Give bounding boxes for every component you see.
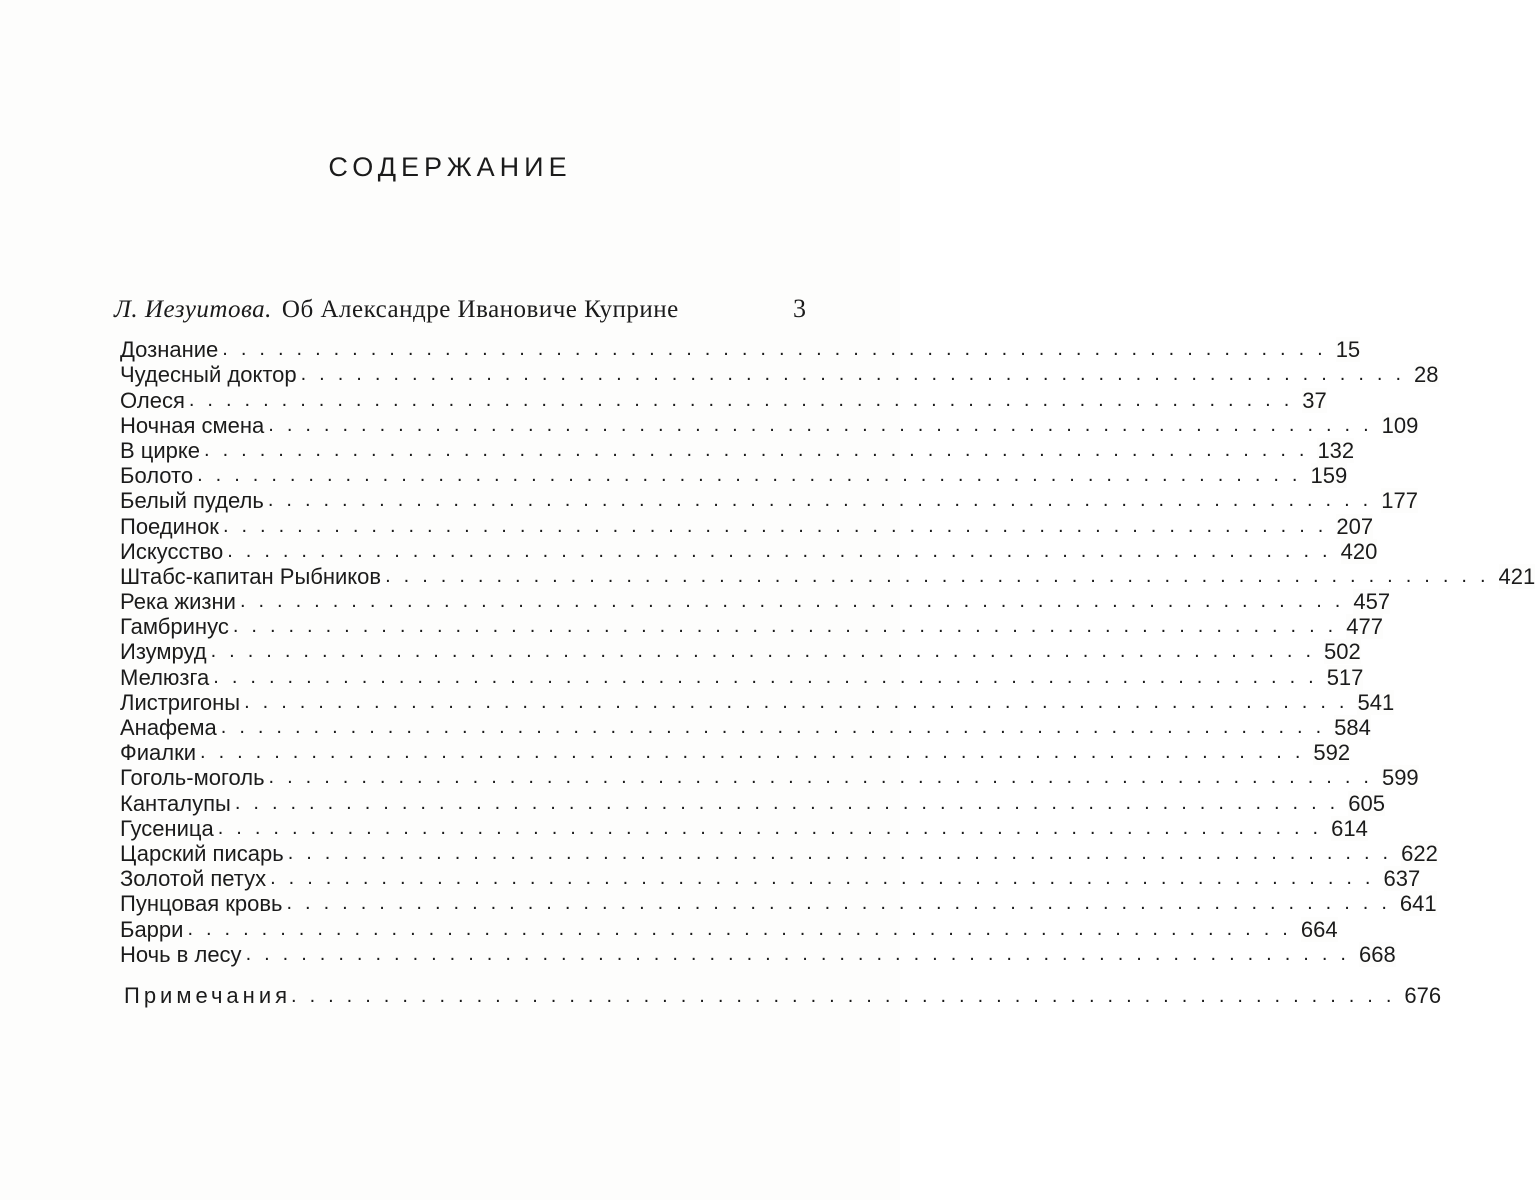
entry-page-number: 28 [1414, 362, 1439, 388]
entry-page-number: 37 [1302, 387, 1327, 413]
contents-entry [120, 563, 1535, 589]
contents-entry [120, 790, 1385, 816]
entry-title: Изумруд [120, 639, 211, 664]
entry-page-number: 584 [1334, 715, 1371, 740]
entry-title: Ночная смена [120, 413, 268, 438]
entry-page-number: 109 [1381, 412, 1419, 438]
contents-entry [120, 437, 1355, 463]
entry-page-number: 15 [1335, 337, 1361, 363]
dot-leader: ............................................................ [217, 816, 1332, 839]
dot-leader: ............................................................ [287, 841, 1402, 864]
entry-page-number: 637 [1383, 866, 1421, 892]
entry-page-number: 502 [1324, 639, 1361, 665]
dot-leader: ............................................................ [222, 514, 1337, 537]
entry-title: Искусство [120, 539, 227, 564]
entry-title: В цирке [120, 438, 204, 463]
contents-entry [120, 866, 1421, 892]
entry-title: Белый пудель [120, 488, 268, 513]
entry-title: Анафема [120, 715, 221, 740]
contents-entry [120, 614, 1383, 640]
dot-leader: ............................................................ [245, 942, 1359, 965]
contents-entry [120, 488, 1418, 514]
intro-page-number: 3 [793, 294, 806, 323]
entry-title: Гусеница [120, 816, 218, 841]
contents-entry [120, 765, 1419, 791]
entry-title: Золотой петух [120, 866, 270, 891]
entry-title: Ночь в лесу [120, 942, 246, 967]
entry-page-number: 622 [1401, 840, 1438, 866]
contents-entry [120, 664, 1364, 690]
entry-page-number: 207 [1336, 513, 1374, 539]
entry-page-number: 159 [1310, 463, 1348, 489]
contents-entry [120, 412, 1419, 438]
entry-title: Поединок [120, 514, 223, 539]
dot-leader: ............................................................ [268, 766, 1382, 789]
intro-work-title: Об Александре Ивановиче Куприне [281, 296, 679, 323]
dot-leader: ............................................................ [232, 615, 1347, 638]
dot-leader: ............................................................ [270, 867, 1384, 890]
page-title: СОДЕРЖАНИЕ [328, 152, 572, 182]
dot-leader: ............................................................ [204, 438, 1318, 461]
entry-page-number: 592 [1313, 740, 1351, 766]
dot-leader: ............................................................ [197, 464, 1311, 487]
contents-entry [120, 589, 1391, 615]
dot-leader: ............................................................ [300, 363, 1415, 386]
entry-page-number: 599 [1381, 765, 1419, 791]
entry-title: Олеся [120, 388, 189, 413]
contents-entry [120, 362, 1439, 388]
intro-entry [114, 294, 806, 328]
entry-page-number: 132 [1317, 437, 1355, 463]
entry-title: Канталупы [120, 791, 235, 816]
notes-page-number: 676 [1404, 983, 1442, 1008]
dot-leader: ............................................................ [267, 489, 1382, 512]
entry-page-number: 641 [1399, 891, 1437, 917]
dot-leader: ............................................................ [188, 388, 1303, 411]
contents-entry [120, 715, 1371, 740]
contents-entry [120, 387, 1327, 413]
notes-title: Примечания [124, 983, 292, 1008]
contents-entry [120, 639, 1361, 665]
entry-title: Листригоны [120, 690, 244, 715]
entry-page-number: 420 [1340, 538, 1378, 564]
entry-title: Фиалки [120, 740, 200, 765]
dot-leader: ............................................................ [291, 985, 1405, 1007]
dot-leader: ............................................................ [222, 338, 1336, 361]
dot-leader: ............................................................ [210, 640, 1325, 663]
contents-entry [120, 689, 1395, 715]
entry-page-number: 421 [1498, 563, 1535, 589]
dot-leader: ............................................................ [187, 917, 1301, 940]
entry-title: Царский писарь [120, 841, 288, 866]
notes-entry [124, 980, 1442, 1010]
contents-entry [120, 463, 1348, 489]
entry-page-number: 517 [1326, 664, 1364, 690]
entry-page-number: 605 [1348, 790, 1385, 816]
intro-author: Л. Иезуитова. [114, 296, 272, 323]
entry-title: Болото [120, 463, 197, 488]
entry-page-number: 457 [1353, 589, 1391, 615]
dot-leader: ............................................................ [385, 564, 1499, 587]
entry-page-number: 541 [1357, 689, 1395, 715]
entry-title: Река жизни [120, 589, 240, 614]
entry-title: Гамбринус [120, 614, 233, 639]
contents-entry [120, 891, 1437, 917]
dot-leader: ............................................................ [286, 892, 1400, 915]
contents-entry [120, 337, 1361, 363]
entry-title: Дознание [120, 337, 222, 362]
entry-page-number: 477 [1346, 614, 1383, 640]
dot-leader: ............................................................ [244, 690, 1358, 713]
dot-leader: ............................................................ [268, 413, 1382, 436]
contents-entry [120, 740, 1351, 766]
contents-entry [120, 840, 1438, 866]
contents-entry [120, 815, 1368, 841]
dot-leader: ............................................................ [227, 539, 1341, 562]
dot-leader: ............................................................ [239, 590, 1354, 613]
entry-page-number: 177 [1381, 488, 1418, 514]
entry-title: Пунцовая кровь [120, 891, 287, 916]
contents-list [120, 337, 1535, 967]
dot-leader: ............................................................ [213, 665, 1327, 688]
entry-title: Гоголь-моголь [120, 765, 269, 790]
entry-page-number: 664 [1300, 916, 1338, 942]
dot-leader: ............................................................ [200, 741, 1314, 764]
dot-leader: ............................................................ [220, 716, 1335, 738]
entry-title: Штабс-капитан Рыбников [120, 564, 385, 589]
contents-entry [120, 513, 1374, 539]
entry-title: Мелюзга [120, 665, 213, 690]
contents-entry [120, 941, 1396, 967]
dot-leader: ............................................................ [234, 791, 1349, 814]
entry-title: Чудесный доктор [120, 362, 301, 387]
contents-entry [120, 538, 1378, 564]
entry-title: Барри [120, 917, 187, 942]
contents-entry [120, 916, 1338, 942]
entry-page-number: 614 [1331, 815, 1368, 841]
entry-page-number: 668 [1358, 941, 1396, 967]
